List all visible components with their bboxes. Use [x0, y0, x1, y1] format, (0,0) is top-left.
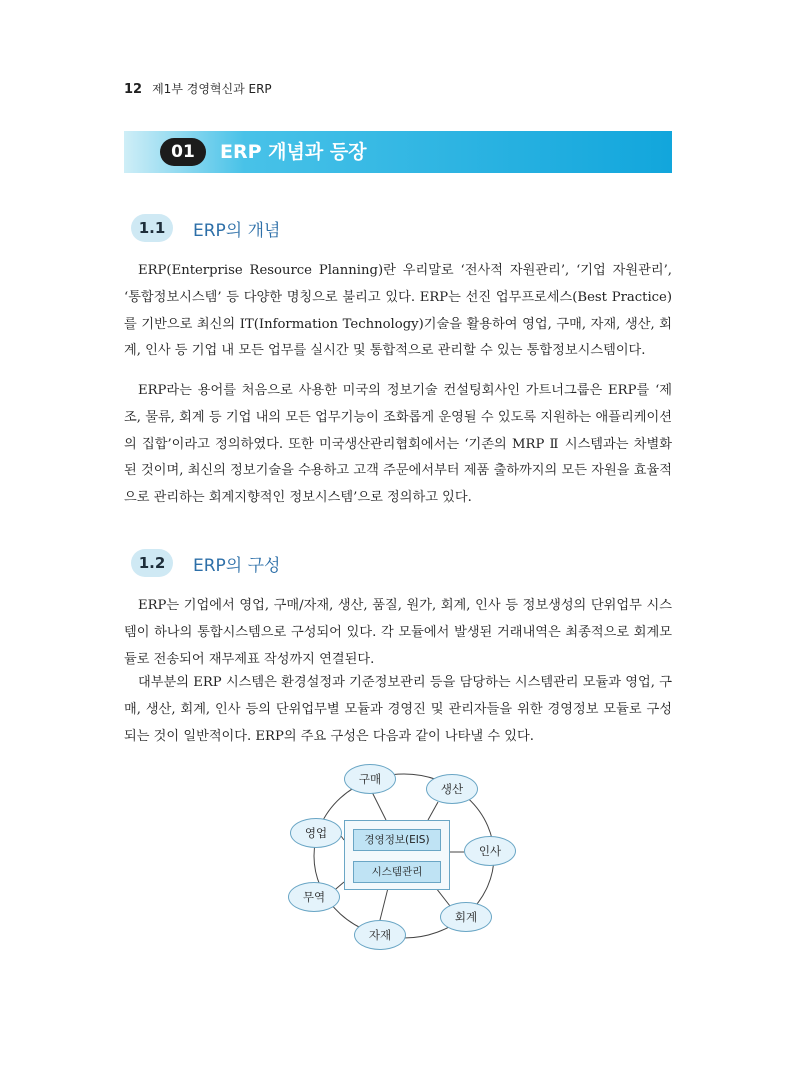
core-system-box [344, 820, 450, 890]
module-purchase: 구매 [344, 764, 396, 794]
chapter-banner [124, 131, 672, 173]
core-system-management: 시스템관리 [353, 861, 441, 883]
chapter-title: ERP 개념과 등장 [220, 141, 367, 163]
chapter-number: 01 [160, 138, 206, 166]
module-hr: 인사 [464, 836, 516, 866]
page-number: 12 [124, 82, 143, 97]
module-sales: 영업 [290, 818, 342, 848]
core-eis: 경영정보(EIS) [353, 829, 441, 851]
module-trade: 무역 [288, 882, 340, 912]
module-accounting: 회계 [440, 902, 492, 932]
section-title: ERP의 개념 [193, 221, 281, 241]
module-material: 자재 [354, 920, 406, 950]
section-title: ERP의 구성 [193, 556, 281, 576]
part-title: 제1부 경영혁신과 ERP [152, 82, 272, 96]
paragraph: ERP는 기업에서 영업, 구매/자재, 생산, 품질, 원가, 회계, 인사 등 정보생성의 단위업무 시스템이 하나의 통합시스템으로 구성되어 있다. 각 모듈에서 발생된 거래내역은 최종적으로 회계모듈로 전송되어 재무제표 작성까지 연결된다. [124, 598, 672, 667]
paragraph: ERP(Enterprise Resource Planning)란 우리말로 ‘전사적 자원관리’, ‘기업 자원관리’, ‘통합정보시스템’ 등 다양한 명칭으로 불리고 있다. ERP는 선진 업무프로세스(Best Practice)를 기반으로 최신의 IT(Information Technology)기술을 활용하여 영업, 구매, 자재, 생산, 회계, 인사 등 기업 내 모든 업무를 실시간 및 통합적으로 관리할 수 있는 통합정보시스템이다. [124, 263, 672, 359]
running-head [124, 80, 272, 97]
paragraph: 대부분의 ERP 시스템은 환경설정과 기준정보관리 등을 담당하는 시스템관리 모듈과 영업, 구매, 생산, 회계, 인사 등의 단위업무별 모듈과 경영진 및 관리자들을 위한 경영정보 모듈로 구성되는 것이 일반적이다. ERP의 주요 구성은 다음과 같이 나타낼 수 있다. [124, 675, 672, 744]
section-number: 1.1 [131, 214, 173, 242]
module-production: 생산 [426, 774, 478, 804]
paragraph: ERP라는 용어를 처음으로 사용한 미국의 정보기술 컨설팅회사인 가트너그룹은 ERP를 ‘제조, 물류, 회계 등 기업 내의 모든 업무기능이 조화롭게 운영될 수 있도록 지원하는 애플리케이션의 집합’이라고 정의하였다. 또한 미국생산관리협회에서는 ‘기존의 MRP Ⅱ 시스템과는 차별화된 것이며, 최신의 정보기술을 수용하고 고객 주문에서부터 제품 출하까지의 모든 자원을 효율적으로 관리하는 회계지향적인 정보시스템’으로 정의하고 있다. [124, 383, 672, 506]
section-number: 1.2 [131, 549, 173, 577]
erp-structure-diagram [276, 760, 536, 960]
